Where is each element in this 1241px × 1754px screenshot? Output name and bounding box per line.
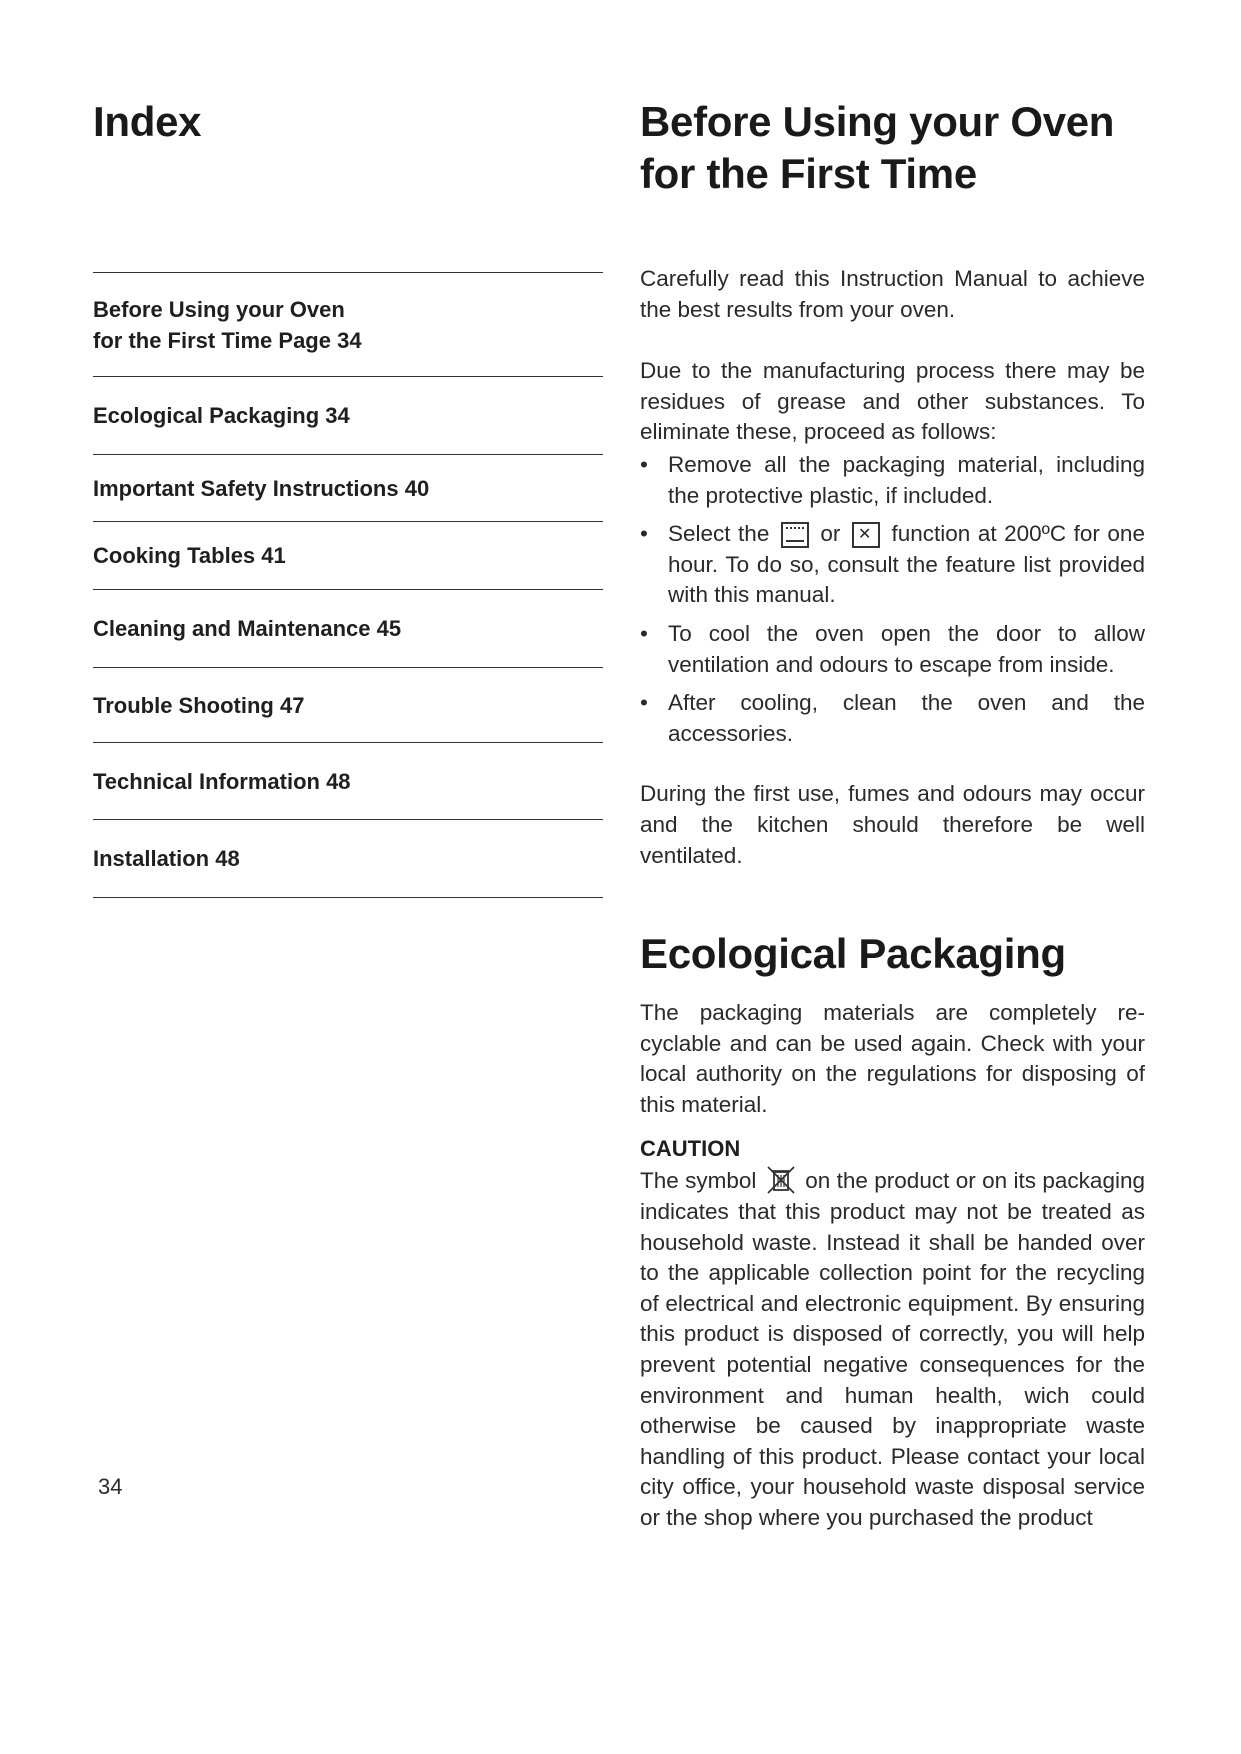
index-item-label: Cleaning and Maintenance 45 xyxy=(93,616,402,641)
index-item-label: Important Safety Instructions 40 xyxy=(93,475,430,501)
index-item[interactable] xyxy=(93,272,603,376)
paragraph: Due to the manufacturing process there may be residues of grease and other substances. To eliminate these, proceed as follows: xyxy=(640,358,1145,445)
bullet-icon: • xyxy=(640,521,648,547)
paragraph: Carefully read this Instruction Manual to achieve the best results from your oven. xyxy=(640,266,1145,322)
index-item[interactable] xyxy=(93,521,603,589)
index-divider xyxy=(93,897,603,898)
conventional-oven-icon xyxy=(781,522,809,548)
content-column xyxy=(640,96,1155,1530)
title-line-1: Before Using your Oven xyxy=(640,98,1115,145)
paragraph: During the first use, fumes and odours may occur and the kitchen should therefore be well ventilated. xyxy=(640,781,1145,868)
index-item-label: Before Using your Oven for the First Time Page 34 xyxy=(93,296,362,353)
steps-list xyxy=(640,450,1145,749)
bullet-icon: • xyxy=(640,620,648,646)
bullet-icon: • xyxy=(640,690,648,716)
section-title-ecological: Ecological Packaging xyxy=(640,930,1066,977)
index-column xyxy=(93,96,603,871)
list-item: • To cool the oven open the door to allow ventilation and odours to escape from inside. xyxy=(640,620,1145,677)
caution-text: The symbol on the product or on its packaging indicates that this product may not be treated as household waste. Instead it shall be handed over to the applicable collection point for the recycling of electrical and electronic equipment. By ensuring this product is disposed of correctly, you will help prevent potential negative consequences for the environment and human health, wich could otherwise be caused by inappropriate waste handling of this product. Please contact your local city office, your household waste disposal service or the shop where you purchased the product xyxy=(640,1164,1145,1533)
index-item[interactable] xyxy=(93,742,603,819)
index-item[interactable] xyxy=(93,589,603,667)
index-item-label: Ecological Packaging 34 xyxy=(93,403,350,428)
title-line-2: for the First Time xyxy=(640,150,977,197)
index-item-label: Technical Information 48 xyxy=(93,768,351,794)
index-item-label: Trouble Shooting 47 xyxy=(93,692,305,718)
crossed-bin-icon xyxy=(765,1164,797,1196)
index-item-label: Cooking Tables 41 xyxy=(93,543,286,568)
index-item[interactable] xyxy=(93,667,603,742)
caution-heading: CAUTION xyxy=(640,1136,741,1162)
bullet-icon: • xyxy=(640,451,648,477)
index-item[interactable] xyxy=(93,454,603,521)
index-title: Index xyxy=(93,98,202,145)
list-item: • Select the or ✕ function at 200ºC for one hour. To do so, consult the feature list provided with this manual. xyxy=(640,519,1145,611)
section-title-before-use xyxy=(640,96,1155,200)
index-item[interactable] xyxy=(93,819,603,897)
ecological-body xyxy=(640,998,1145,1534)
list-item: • Remove all the packaging material, including the protective plastic, if included. xyxy=(640,451,1145,508)
paragraph: The packaging materials are completely re-cyclable and can be used again. Check with your local authority on the regulations for disposing of this material. xyxy=(640,1000,1145,1117)
before-use-body xyxy=(640,264,1145,871)
list-item: • After cooling, clean the oven and the accessories. xyxy=(640,690,1145,746)
index-list xyxy=(93,272,603,898)
index-item-label: Installation 48 xyxy=(93,846,240,871)
index-item[interactable] xyxy=(93,376,603,454)
fan-oven-icon xyxy=(852,522,880,548)
page-number: 34 xyxy=(98,1474,123,1499)
